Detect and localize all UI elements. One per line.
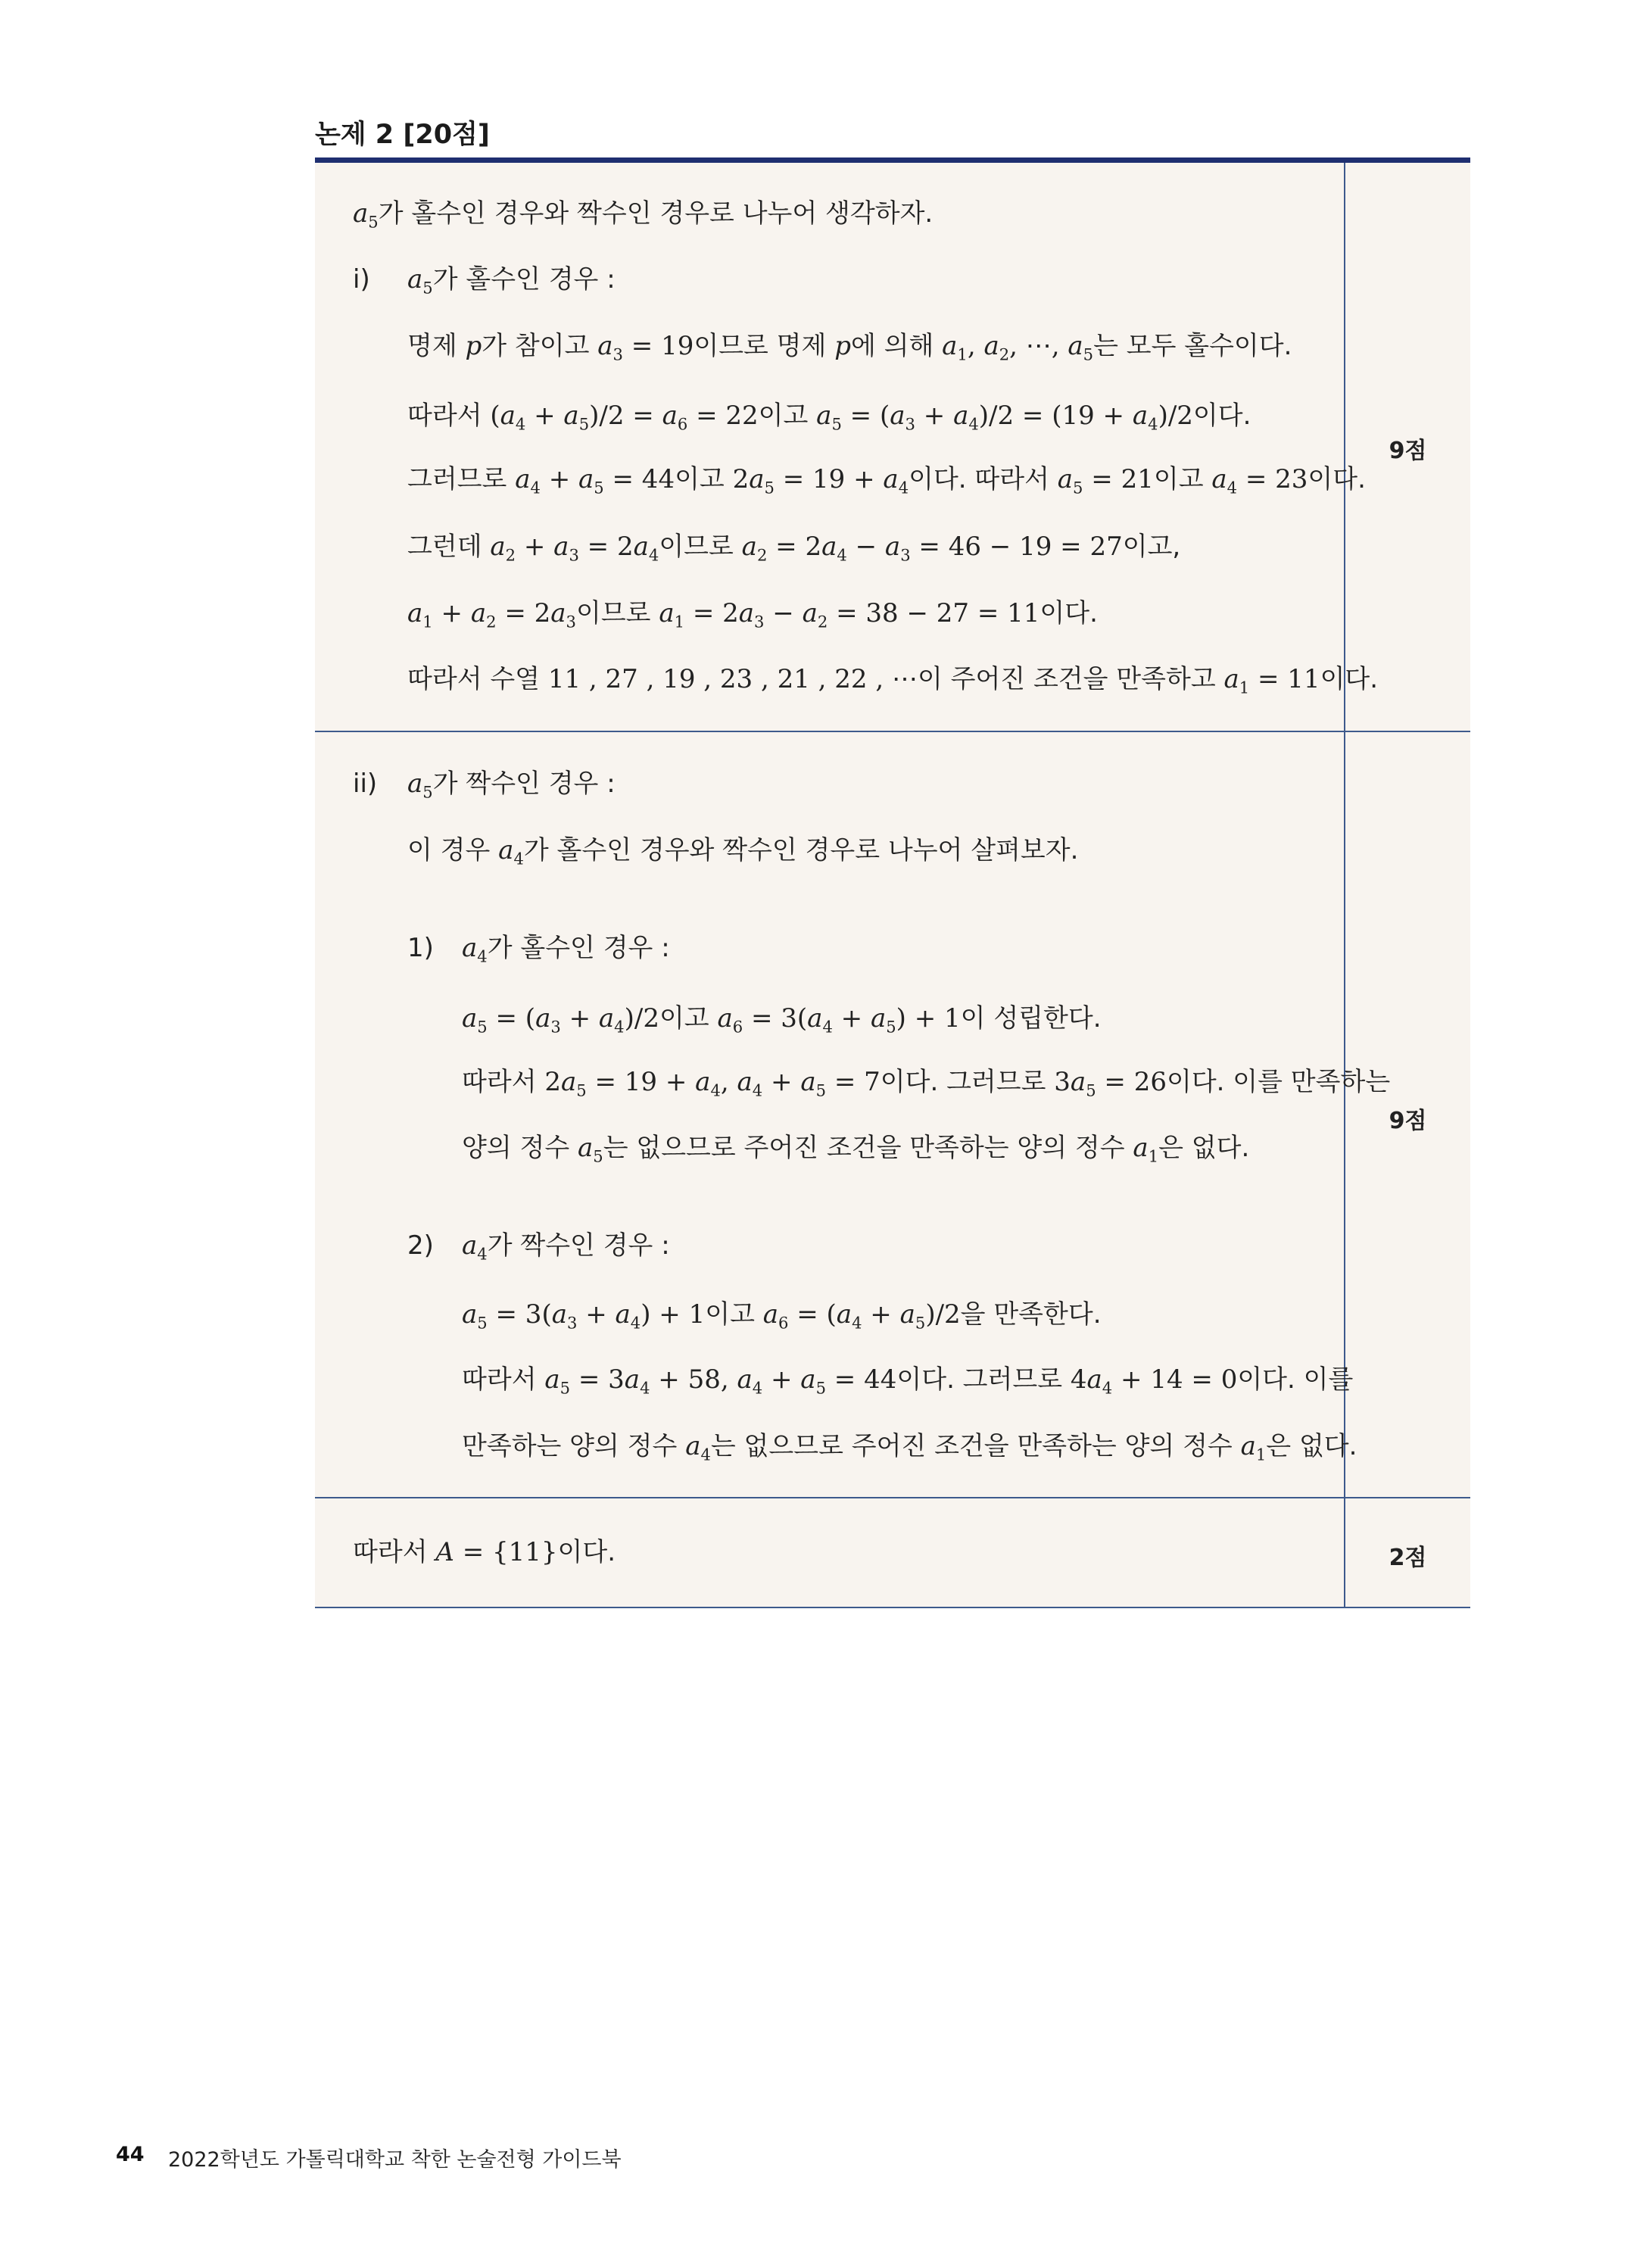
s2-sub1-line1: $a_5 = (a_3 + a_4)/2$이고 $a_6 = 3(a_4 + a_5) + 1$이 성립한다. — [462, 1003, 1102, 1037]
s2-sub1-line2: 따라서 $2a_5 = 19 + a_4$, $a_4 + a_5 = 7$이다. 그러므로 $3a_5 = 26$이다. 이를 만족하는 — [462, 1067, 1391, 1100]
score-section-3: 2점 — [1389, 1545, 1427, 1571]
s2-case-label: ii) — [353, 769, 378, 799]
s2-sub1-label: 1) — [407, 933, 434, 963]
s2-sub2-line3: 만족하는 양의 정수 $a_4$는 없으므로 주어진 조건을 만족하는 양의 정수 $a_1$은 없다. — [462, 1431, 1357, 1464]
s1-line5: $a_1 + a_2 = 2a_3$이므로 $a_1 = 2a_3 - a_2 = 38 - 27 = 11$이다. — [407, 598, 1098, 631]
s2-sub2-label: 2) — [407, 1230, 434, 1261]
score-section-2: 9점 — [1389, 1108, 1427, 1134]
s1-line6: 따라서 수열 11 , 27 , 19 , 23 , 21 , 22 , ⋯이 주어진 조건을 만족하고 $a_1 = 11$이다. — [407, 664, 1379, 697]
header-rule — [315, 157, 1470, 163]
s1-case-title: $a_5$가 홀수인 경우 : — [407, 264, 616, 298]
s1-case-label: i) — [353, 264, 370, 295]
s2-case-title: $a_5$가 짝수인 경우 : — [407, 769, 616, 802]
s2-sub2-line1: $a_5 = 3(a_3 + a_4) + 1$이고 $a_6 = (a_4 + a_5)/2$을 만족한다. — [462, 1299, 1102, 1333]
s1-intro: $a_5$가 홀수인 경우와 짝수인 경우로 나누어 생각하자. — [353, 198, 934, 232]
s2-sub2-title: $a_4$가 짝수인 경우 : — [462, 1230, 670, 1264]
problem-heading: 논제 2 [20점] — [315, 120, 490, 150]
s3-conclusion: 따라서 A = {11}이다. — [353, 1537, 616, 1567]
solution-section-1 — [315, 163, 1470, 732]
s2-intro: 이 경우 $a_4$가 홀수인 경우와 짝수인 경우로 나누어 살펴보자. — [407, 835, 1079, 868]
s1-line2: 따라서 $(a_4 + a_5)/2 = a_6 = 22$이고 $a_5 = (a_3 + a_4)/2 = (19 + a_4)/2$이다. — [407, 401, 1251, 434]
score-section-1: 9점 — [1389, 438, 1427, 464]
s1-line4: 그런데 $a_2 + a_3 = 2a_4$이므로 $a_2 = 2a_4 - a_3 = 46 - 19 = 27$이고, — [407, 532, 1181, 565]
s2-sub2-line2: 따라서 $a_5 = 3a_4 + 58$, $a_4 + a_5 = 44$이다. 그러므로 $4a_4 + 14 = 0$이다. 이를 — [462, 1364, 1354, 1398]
s2-sub1-line3: 양의 정수 $a_5$는 없으므로 주어진 조건을 만족하는 양의 정수 $a_1$은 없다. — [462, 1133, 1250, 1166]
s1-line3: 그러므로 $a_4 + a_5 = 44$이고 $2a_5 = 19 + a_4$이다. 따라서 $a_5 = 21$이고 $a_4 = 23$이다. — [407, 464, 1366, 497]
s2-sub1-title: $a_4$가 홀수인 경우 : — [462, 933, 670, 966]
s1-line1: 명제 p가 참이고 $a_3 = 19$이므로 명제 p에 의해 $a_1$, $a_2$, ⋯, $a_5$는 모두 홀수이다. — [407, 331, 1292, 364]
page-number: 44 — [116, 2143, 145, 2166]
footer-title: 2022학년도 가톨릭대학교 착한 논술전형 가이드북 — [168, 2148, 622, 2172]
